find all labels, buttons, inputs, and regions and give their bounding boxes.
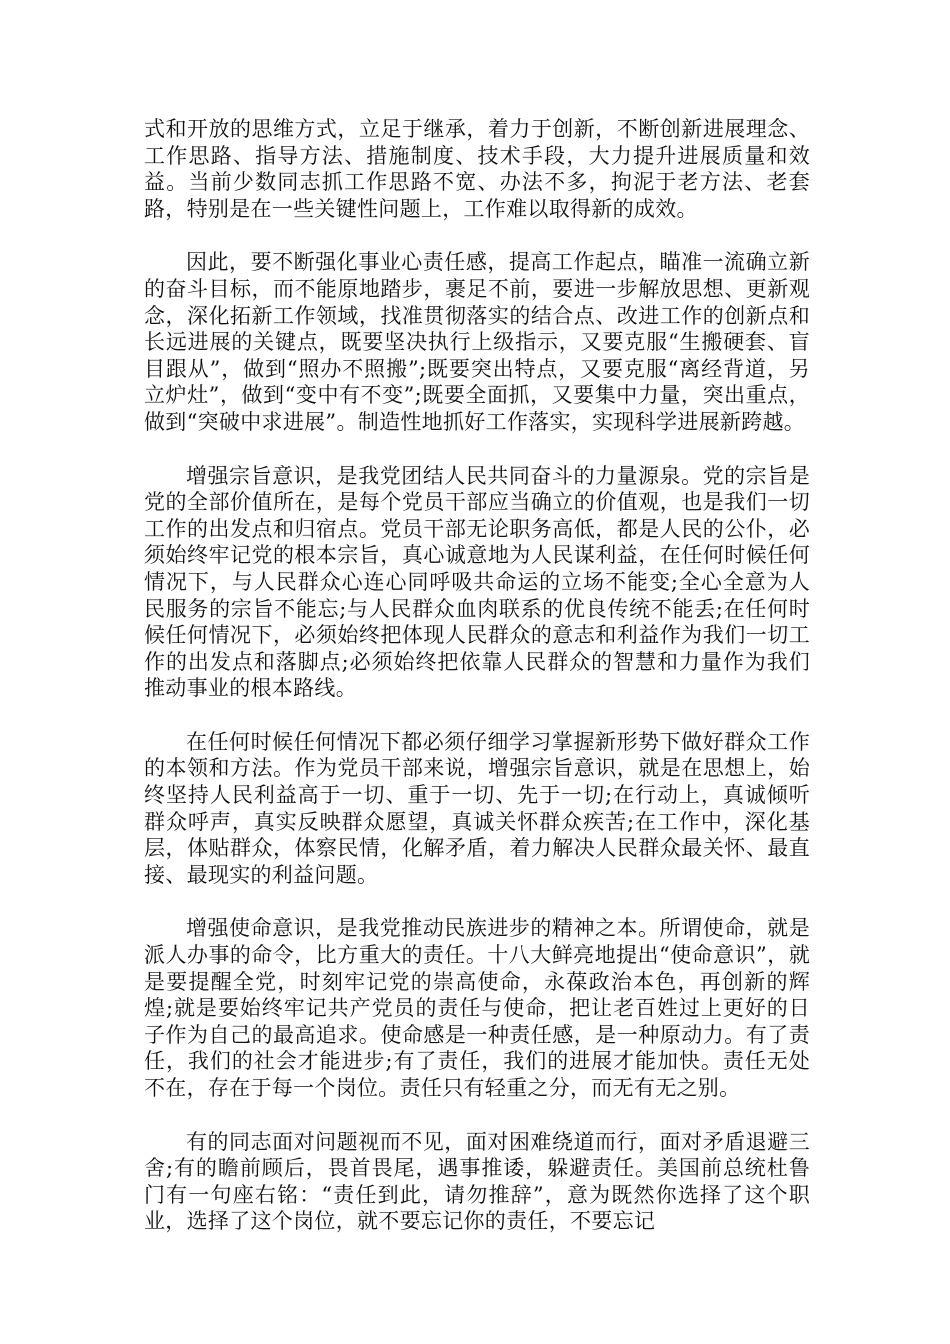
paragraph-mission-awareness: 增强使命意识，是我党推动民族进步的精神之本。所谓使命，就是派人办事的命令，比方重大的责任。十八大鲜亮地提出“使命意识”，就是要提醒全党，时刻牢记党的崇高使命，永葆政治本色，再创新的辉煌;就是要始终牢记共产党员的责任与使命，把让老百姓过上更好的日子作为自己的最高追求。使命感是一种责任感，是一种原动力。有了责任，我们的社会才能进步;有了责任，我们的进展才能加快。责任无处不在，存在于每一个岗位。责任只有轻重之分，而无有无之别。 <box>144 916 810 1100</box>
paragraph-mass-work: 在任何时候任何情况下都必须仔细学习掌握新形势下做好群众工作的本领和方法。作为党员干部来说，增强宗旨意识，就是在思想上，始终坚持人民利益高于一切、重于一切、先于一切;在行动上，真诚倾听群众呼声，真实反映群众愿望，真诚关怀群众疾苦;在工作中，深化基层，体贴群众，体察民情，化解矛盾，着力解决人民群众最关怀、最直接、最现实的利益问题。 <box>144 729 810 887</box>
document-body <box>144 116 810 1262</box>
paragraph-purpose-awareness: 增强宗旨意识，是我党团结人民共同奋斗的力量源泉。党的宗旨是党的全部价值所在，是每个党员干部应当确立的价值观，也是我们一切工作的出发点和归宿点。党员干部无论职务高低，都是人民的公仆，必须始终牢记党的根本宗旨，真心诚意地为人民谋利益，在任何时候任何情况下，与人民群众心连心同呼吸共命运的立场不能变;全心全意为人民服务的宗旨不能忘;与人民群众血肉联系的优良传统不能丢;在任何时候任何情况下，必须始终把体现人民群众的意志和利益作为我们一切工作的出发点和落脚点;必须始终把依靠人民群众的智慧和力量作为我们推动事业的根本路线。 <box>144 463 810 701</box>
paragraph-strengthen-responsibility: 因此，要不断强化事业心责任感，提高工作起点，瞄准一流确立新的奋斗目标，而不能原地踏步，裹足不前，要进一步解放思想、更新观念，深化拓新工作领域，找准贯彻落实的结合点、改进工作的创新点和长远进展的关键点，既要坚决执行上级指示，又要克服“生搬硬套、盲目跟从”，做到“照办不照搬”;既要突出特点，又要克服“离经背道，另立炉灶”，做到“变中有不变”;既要全面抓，又要集中力量，突出重点，做到“突破中求进展”。制造性地抓好工作落实，实现科学进展新跨越。 <box>144 250 810 434</box>
paragraph-avoid-responsibility: 有的同志面对问题视而不见，面对困难绕道而行，面对矛盾退避三舍;有的瞻前顾后，畏首畏尾，遇事推诿，躲避责任。美国前总统杜鲁门有一句座右铭：“责任到此，请勿推辞”，意为既然你选择了这个职业，选择了这个岗位，就不要忘记你的责任，不要忘记 <box>144 1129 810 1234</box>
paragraph-continued: 式和开放的思维方式，立足于继承，着力于创新，不断创新进展理念、工作思路、指导方法、措施制度、技术手段，大力提升进展质量和效益。当前少数同志抓工作思路不宽、办法不多，拘泥于老方法、老套路，特别是在一些关键性问题上，工作难以取得新的成效。 <box>144 117 810 221</box>
